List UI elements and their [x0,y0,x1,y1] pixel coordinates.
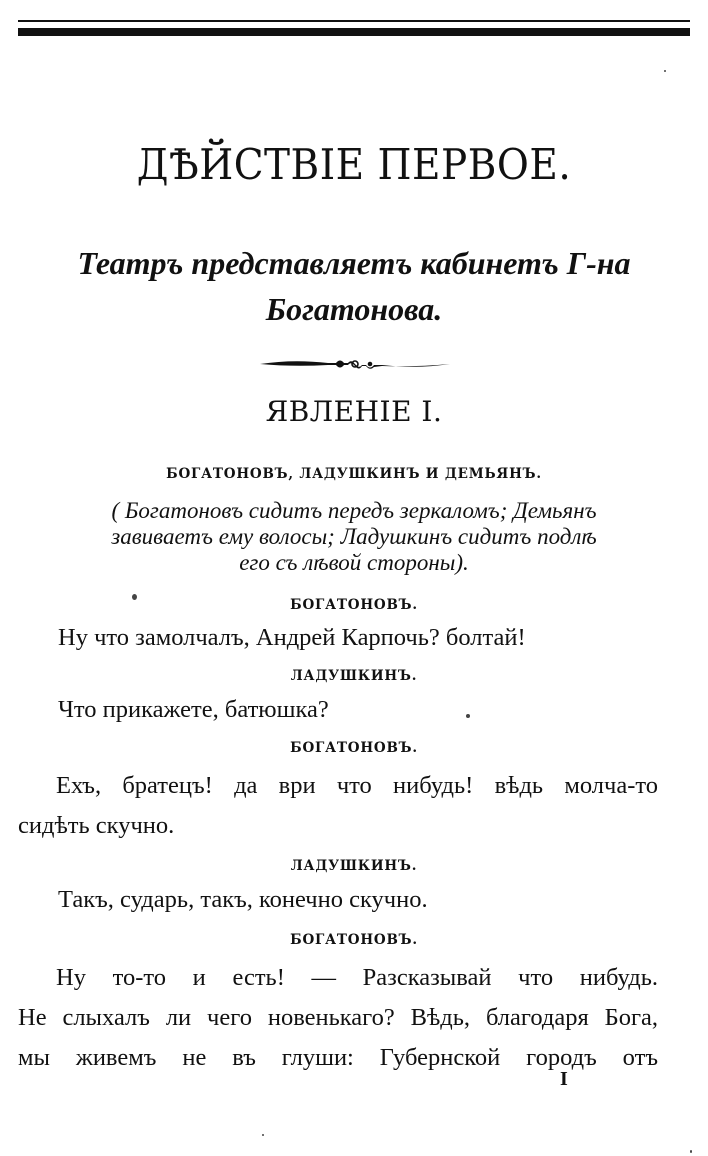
dialogue-line: мы живемъ не въ глуши: Губернской городъ отъ [18,1044,658,1071]
dialogue-line: Не слыхалъ ли чего новенькаго? Вѣдь, благодаря Бога, [18,1004,658,1031]
dialogue-paragraph [18,766,658,846]
print-speck [262,1134,264,1136]
signature-mark: I [560,1068,568,1090]
top-double-rule [18,20,690,44]
print-speck [690,1150,692,1153]
dialogue-line: Ехъ, братецъ! да ври что нибудь! вѣдь молча-то [56,772,658,799]
scene-title: ЯВЛЕНІЕ I. [265,395,443,428]
top-thick-line [18,28,690,36]
stage-direction-line-2: завиваетъ ему волосы; Ладушкинъ сидитъ подлѣ [111,524,597,549]
print-speck [466,714,470,718]
setting-line-1: Театръ представляетъ кабинетъ Г-на [77,245,631,281]
dialogue-line: Ну то-то и есть! — Разсказывай что нибудь. [56,964,658,991]
dialogue-line: Ну что замолчалъ, Андрей Карпочь? болтай! [58,624,526,651]
ornamental-divider-icon [258,355,452,373]
speaker-name: ЛАДУШКИНЪ. [290,858,418,874]
top-thin-line [18,20,690,22]
stage-direction-line-3: его съ лѣвой стороны). [239,550,469,575]
dialogue-line: Такъ, сударь, такъ, конечно скучно. [58,886,428,913]
characters-list: БОГАТОНОВЪ, ЛАДУШКИНЪ И ДЕМЬЯНЪ. [166,466,542,482]
print-speck [664,70,666,72]
dialogue-line: сидѣть скучно. [18,812,175,839]
speaker-name: ЛАДУШКИНЪ. [290,668,418,684]
dialogue-paragraph [18,958,658,1078]
speaker-name: БОГАТОНОВЪ. [290,932,418,948]
stage-direction [18,498,690,576]
dialogue-line: Что прикажете, батюшка? [58,696,329,723]
setting-description [0,240,708,332]
act-title: ДѢЙСТВІЕ ПЕРВОЕ. [136,141,572,190]
print-speck [132,594,137,600]
stage-direction-line-1: ( Богатоновъ сидитъ передъ зеркаломъ; Демьянъ [111,498,597,523]
speaker-name: БОГАТОНОВЪ. [290,597,418,613]
speaker-name: БОГАТОНОВЪ. [290,740,418,756]
setting-line-2: Богатонова. [265,291,443,327]
